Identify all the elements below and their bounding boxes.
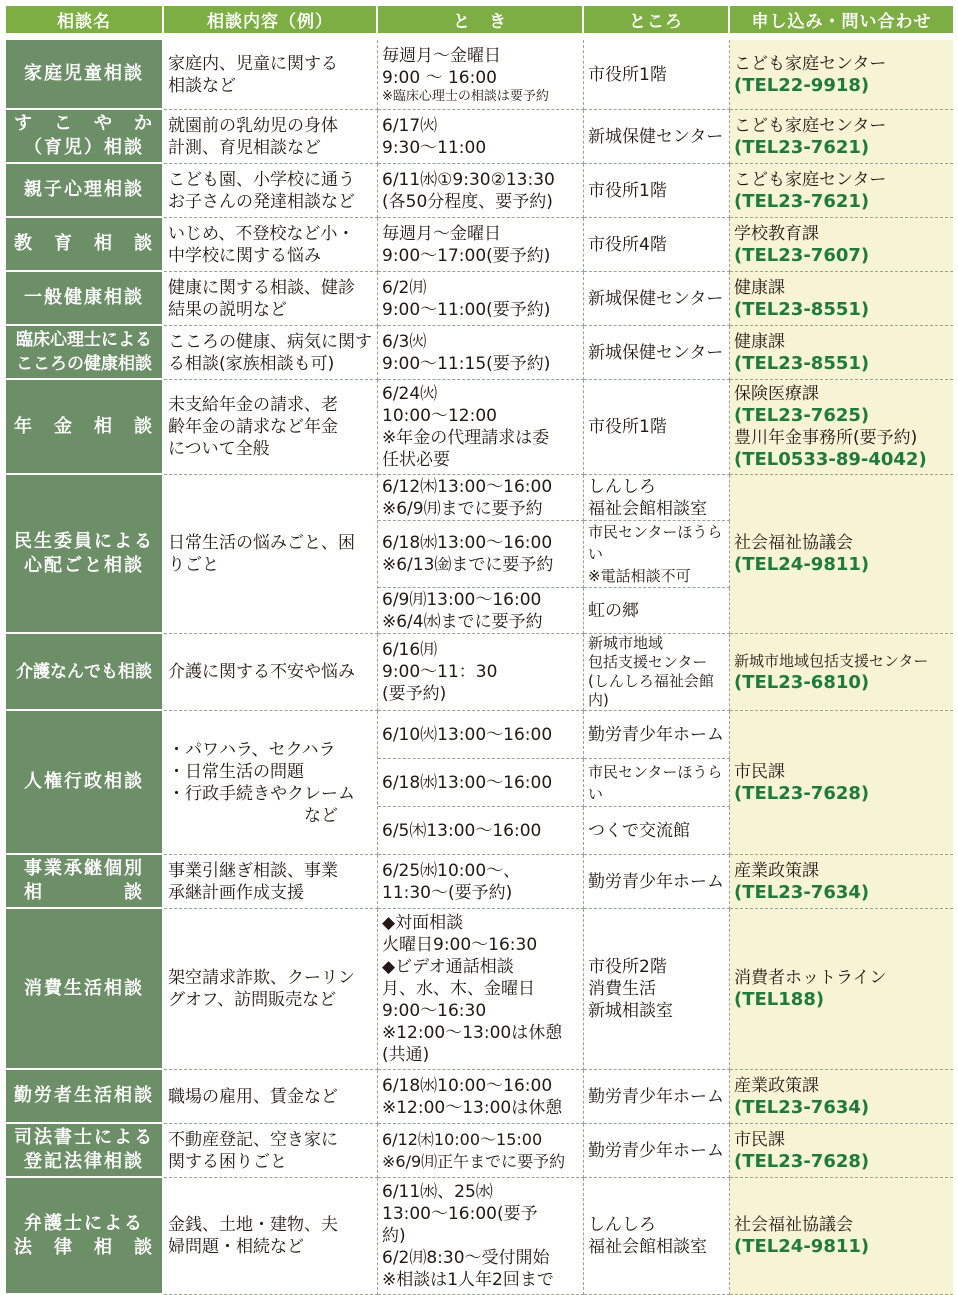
consultation-content: いじめ、不登校など小・ 中学校に関する悩み [164,218,378,272]
consultation-content: 架空請求詐欺、クーリン グオフ、訪問販売など [164,909,378,1070]
contact-tel: (TEL23-7628) [734,782,870,804]
consultation-when: 6/11㈬①9:30②13:30 (各50分程度、要予約) [378,164,584,218]
contact-name: 保険医療課 [734,384,819,404]
consultation-when: 6/18㈬13:00～16:00 ※6/13㈮までに要予約 [378,521,584,588]
consultation-name: 勤労者生活相談 [6,1070,164,1124]
table-row [6,110,953,164]
contact-name: 市民課 [734,761,785,782]
consultation-where: 新城保健センター [584,326,730,380]
consultation-name: 臨床心理士による こころの健康相談 [6,326,164,380]
consultation-content: 健康に関する相談、健診 結果の説明など [164,272,378,326]
table-row [6,380,953,475]
consultation-name: 親子心理相談 [6,164,164,218]
consultation-when: 6/18㈬13:00～16:00 [378,759,584,807]
consultation-content: 不動産登記、空き家に 関する困りごと [164,1124,378,1178]
contact-tel: (TEL24-9811) [734,554,870,575]
consultation-where: 市役所1階 [584,164,730,218]
consultation-name: 教 育 相 談 [6,218,164,272]
contact-tel: (TEL23-7628) [734,1150,870,1172]
consultation-when: 6/12㈭10:00～15:00 ※6/9㈪正午までに要予約 [378,1124,584,1178]
header-where: ところ [584,6,730,33]
consultation-name: 司法書士による 登記法律相談 [6,1124,164,1178]
consultation-name: す こ や か （育児）相談 [6,110,164,164]
consultation-where: 勤労青少年ホーム [584,1070,730,1124]
table-header [6,6,953,33]
contact-tel: (TEL23-8551) [734,352,870,374]
consultation-where: 新城市地域 包括支援センター (しんしろ福祉会館内) [584,634,730,711]
consultation-where: 市役所2階 消費生活 新城相談室 [584,909,730,1070]
consultation-when: 6/3㈫ 9:00～11:15(要予約) [378,326,584,380]
consultation-content: 家庭内、児童に関する 相談など [164,40,378,110]
consultation-name: 年 金 相 談 [6,380,164,475]
consultation-where: 勤労青少年ホーム [584,855,730,909]
contact-name: こども家庭センター [734,53,887,74]
consultation-where: つくで交流館 [584,807,730,855]
consultation-content: 事業引継ぎ相談、事業 承継計画作成支援 [164,855,378,909]
consultation-when: 6/12㈭13:00～16:00 ※6/9㈪までに要予約 [378,475,584,521]
consultation-when: 6/17㈫ 9:30～11:00 [378,110,584,164]
table-row [6,909,953,1070]
consultation-content: こころの健康、病気に関す る相談(家族相談も可) [164,326,378,380]
table-row [6,634,953,711]
consultation-content: 日常生活の悩みごと、困 りごと [164,475,378,634]
contact-tel: (TEL23-7607) [734,244,870,266]
consultation-where: 市民センターほうらい [584,759,730,807]
consultation-when: 6/18㈬10:00～16:00 ※12:00～13:00は休憩 [378,1070,584,1124]
contact-name: 新城市地域包括支援センター [734,652,929,670]
consultation-when: 6/24㈫ 10:00～12:00 ※年金の代理請求は委 任状必要 [378,380,584,475]
contact-name: 市民課 [734,1129,785,1150]
contact-name: こども家庭センター [734,169,887,190]
consultation-name: 弁護士による 法 律 相 談 [6,1178,164,1295]
consultation-where: 市役所1階 [584,380,730,475]
consultation-name: 一般健康相談 [6,272,164,326]
consultation-where: 勤労青少年ホーム [584,1124,730,1178]
consultation-where: 市民センターほうらい ※電話相談不可 [584,521,730,588]
consultation-when: 6/25㈬10:00～、 11:30～(要予約) [378,855,584,909]
consultation-name: 介護なんでも相談 [6,634,164,711]
consultation-where: 市役所4階 [584,218,730,272]
table-row [6,475,953,521]
consultation-when: 6/16㈪ 9:00～11：30 (要予約) [378,634,584,711]
table-row [6,1124,953,1178]
consultation-where: しんしろ 福祉会館相談室 [584,475,730,521]
consultation-where: しんしろ 福祉会館相談室 [584,1178,730,1295]
header-contact: 申し込み・問い合わせ [730,6,953,33]
consultation-content: 金銭、土地・建物、夫 婦問題・相続など [164,1178,378,1295]
table-row [6,1178,953,1295]
table-row [6,855,953,909]
consultation-when-note: ※臨床心理士の相談は要予約 [382,88,549,104]
contact-tel: (TEL23-7625) [734,405,870,426]
consultation-content: 就園前の乳幼児の身体 計測、育児相談など [164,110,378,164]
table-row [6,164,953,218]
consultation-where: 新城保健センター [584,272,730,326]
consultation-name: 消費生活相談 [6,909,164,1070]
consultation-when: 6/2㈪ 9:00～11:00(要予約) [378,272,584,326]
consultation-content: ・パワハラ、セクハラ ・日常生活の問題 ・行政手続きやクレーム など [164,711,378,855]
table-row [6,40,953,110]
contact-name: 産業政策課 [734,1075,819,1096]
consultation-content: 未支給年金の請求、老 齢年金の請求など年金 について全般 [164,380,378,475]
contact-name: 健康課 [734,331,785,352]
consultation-content: 介護に関する不安や悩み [164,634,378,711]
contact-tel: (TEL23-7621) [734,190,870,212]
contact-tel: (TEL24-9811) [734,1236,870,1257]
consultation-where: 市役所1階 [584,40,730,110]
contact-name: 社会福祉協議会 [734,533,853,553]
consultation-name: 家庭児童相談 [6,40,164,110]
contact-name: 産業政策課 [734,860,819,881]
contact-tel: (TEL23-8551) [734,298,870,320]
table-row [6,272,953,326]
consultation-when: 毎週月～金曜日 9:00 ～ 16:00 [382,45,501,88]
consultation-where: 勤労青少年ホーム [584,711,730,759]
consultation-when: 6/10㈫13:00～16:00 [378,711,584,759]
table-row [6,326,953,380]
header-when: と き [378,6,584,33]
table-row [6,711,953,759]
contact-tel: (TEL188) [734,989,825,1010]
table-row [6,1070,953,1124]
contact-tel: (TEL23-6810) [734,672,870,693]
consultation-when: ◆対面相談 火曜日9:00～16:30 ◆ビデオ通話相談 月、水、木、金曜日 9:00～16:30 ※12:00～13:00は休憩 (共通) [378,909,584,1070]
consultation-name: 人権行政相談 [6,711,164,855]
contact-tel: (TEL23-7621) [734,136,870,158]
consultation-when: 6/5㈭13:00～16:00 [378,807,584,855]
consultation-when: 6/9㈪13:00～16:00 ※6/4㈬までに要予約 [378,588,584,634]
consultation-when: 毎週月～金曜日 9:00～17:00(要予約) [378,218,584,272]
contact-name-2: 豊川年金事務所(要予約) [734,428,918,448]
consultation-table [6,6,953,1295]
consultation-content: 職場の雇用、賃金など [164,1070,378,1124]
contact-name: 学校教育課 [734,223,819,244]
consultation-when: 6/11㈬、25㈬ 13:00～16:00(要予 約) 6/2㈪8:30～受付開始 ※相談は1人年2回まで [378,1178,584,1295]
contact-name: 消費者ホットライン [734,968,887,988]
header-name: 相談名 [6,6,164,33]
consultation-name: 民生委員による 心配ごと相談 [6,475,164,634]
header-content: 相談内容（例） [164,6,378,33]
contact-tel: (TEL23-7634) [734,881,870,903]
contact-tel: (TEL22-9918) [734,74,870,96]
contact-name: 健康課 [734,277,785,298]
table-row [6,218,953,272]
consultation-name: 事業承継個別 相 談 [6,855,164,909]
contact-name: 社会福祉協議会 [734,1215,853,1235]
consultation-where: 虹の郷 [584,588,730,634]
contact-tel: (TEL23-7634) [734,1096,870,1118]
consultation-where: 新城保健センター [584,110,730,164]
contact-name: こども家庭センター [734,115,887,136]
consultation-content: こども園、小学校に通う お子さんの発達相談など [164,164,378,218]
contact-tel-2: (TEL0533-89-4042) [734,449,927,470]
